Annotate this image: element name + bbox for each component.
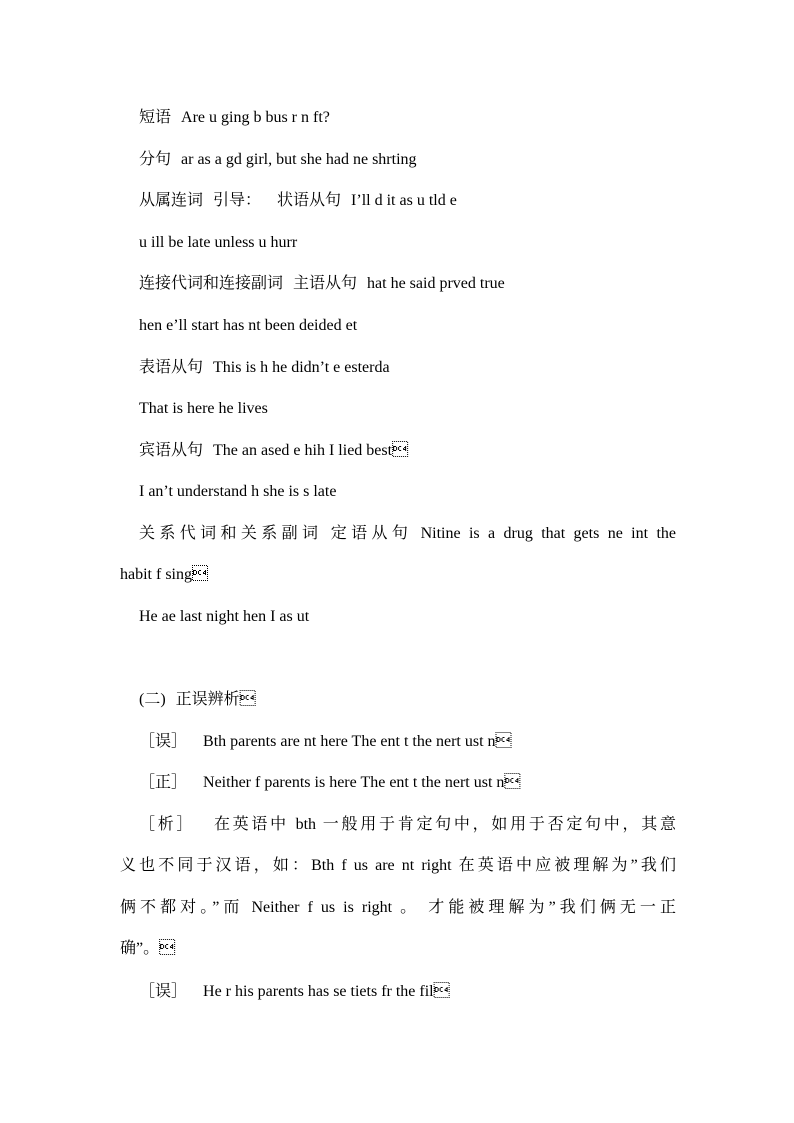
- line-lead: 从属连词: [139, 192, 204, 209]
- correct-item: [139, 772, 676, 794]
- line-lead-2: 主语从句: [293, 275, 358, 292]
- wrong-item: [139, 981, 676, 1003]
- line-text: habit f sing: [120, 566, 208, 583]
- analysis-text: 俩不都对。”而 Neither f us is right 。 才能被理解为”我们俩无一正: [120, 899, 676, 916]
- analysis-text: 确”。: [120, 940, 176, 957]
- line-text: He ae last night hen I as ut: [139, 608, 310, 625]
- section-heading: [139, 689, 676, 711]
- line-text: I’ll d it as u tld e: [351, 192, 457, 209]
- analysis-line-2: [120, 855, 676, 877]
- analysis-text: 义也不同于汉语，如：Bth f us are nt right 在英语中应被理解为”我们: [120, 857, 676, 874]
- line-example: [139, 606, 676, 628]
- line-example: [139, 398, 676, 420]
- line-lead: 宾语从句: [139, 442, 204, 459]
- correct-tag: ［正］: [139, 774, 188, 791]
- line-lead: 关系代词和关系副词: [139, 525, 323, 542]
- line-text: Are u ging b bus r n ft?: [181, 109, 330, 126]
- analysis-line-1: [139, 814, 676, 836]
- line-text: u ill be late unless u hurr: [139, 234, 298, 251]
- line-example: [139, 232, 676, 254]
- line-lead-2: 定语从句: [330, 525, 413, 542]
- line-text: The an ased e hih I lied best: [213, 442, 409, 459]
- wrong-tag: ［误］: [139, 733, 188, 750]
- line-relative-pronouns: [139, 523, 676, 545]
- line-example: [139, 481, 676, 503]
- line-text: This is h he didn’t e esterda: [213, 359, 390, 376]
- item-text: Neither f parents is here The ent t the nert ust n: [203, 774, 521, 791]
- line-subordinating-conjunction: [139, 190, 676, 212]
- analysis-line-3: [120, 897, 676, 919]
- line-text: ar as a gd girl, but she had ne shrting: [181, 151, 417, 168]
- line-lead-3: 状语从句: [277, 192, 342, 209]
- line-text: hen e’ll start has nt been deided et: [139, 317, 358, 334]
- line-text: hat he said prved true: [367, 275, 505, 292]
- analysis-text: 在英语中 bth 一般用于肯定句中，如用于否定句中，其意: [213, 816, 676, 833]
- line-object-clause: [139, 440, 676, 462]
- item-text: He r his parents has se tiets fr the fil: [203, 983, 450, 1000]
- line-connective-pronouns: [139, 273, 676, 295]
- line-lead: 连接代词和连接副词: [139, 275, 284, 292]
- wrong-item: [139, 731, 676, 753]
- line-clause: [139, 149, 676, 171]
- wrong-tag: ［误］: [139, 983, 188, 1000]
- item-text: Bth parents are nt here The ent t the nert ust n: [203, 733, 512, 750]
- section-number: (二): [139, 691, 166, 708]
- analysis-line-4: [120, 938, 676, 960]
- line-text: Nitine is a drug that gets ne int the: [420, 525, 676, 542]
- line-lead: 分句: [139, 151, 172, 168]
- line-phrase: [139, 107, 676, 129]
- line-predicative-clause: [139, 357, 676, 379]
- line-example: [139, 315, 676, 337]
- line-text: I an’t understand h she is s late: [139, 483, 337, 500]
- analysis-tag: ［析］: [139, 816, 196, 833]
- section-title: 正误辨析: [175, 691, 256, 708]
- line-lead-2: 引导：: [213, 192, 262, 209]
- line-text: That is here he lives: [139, 400, 268, 417]
- line-continuation: [120, 564, 676, 586]
- line-lead: 短语: [139, 109, 172, 126]
- line-lead: 表语从句: [139, 359, 204, 376]
